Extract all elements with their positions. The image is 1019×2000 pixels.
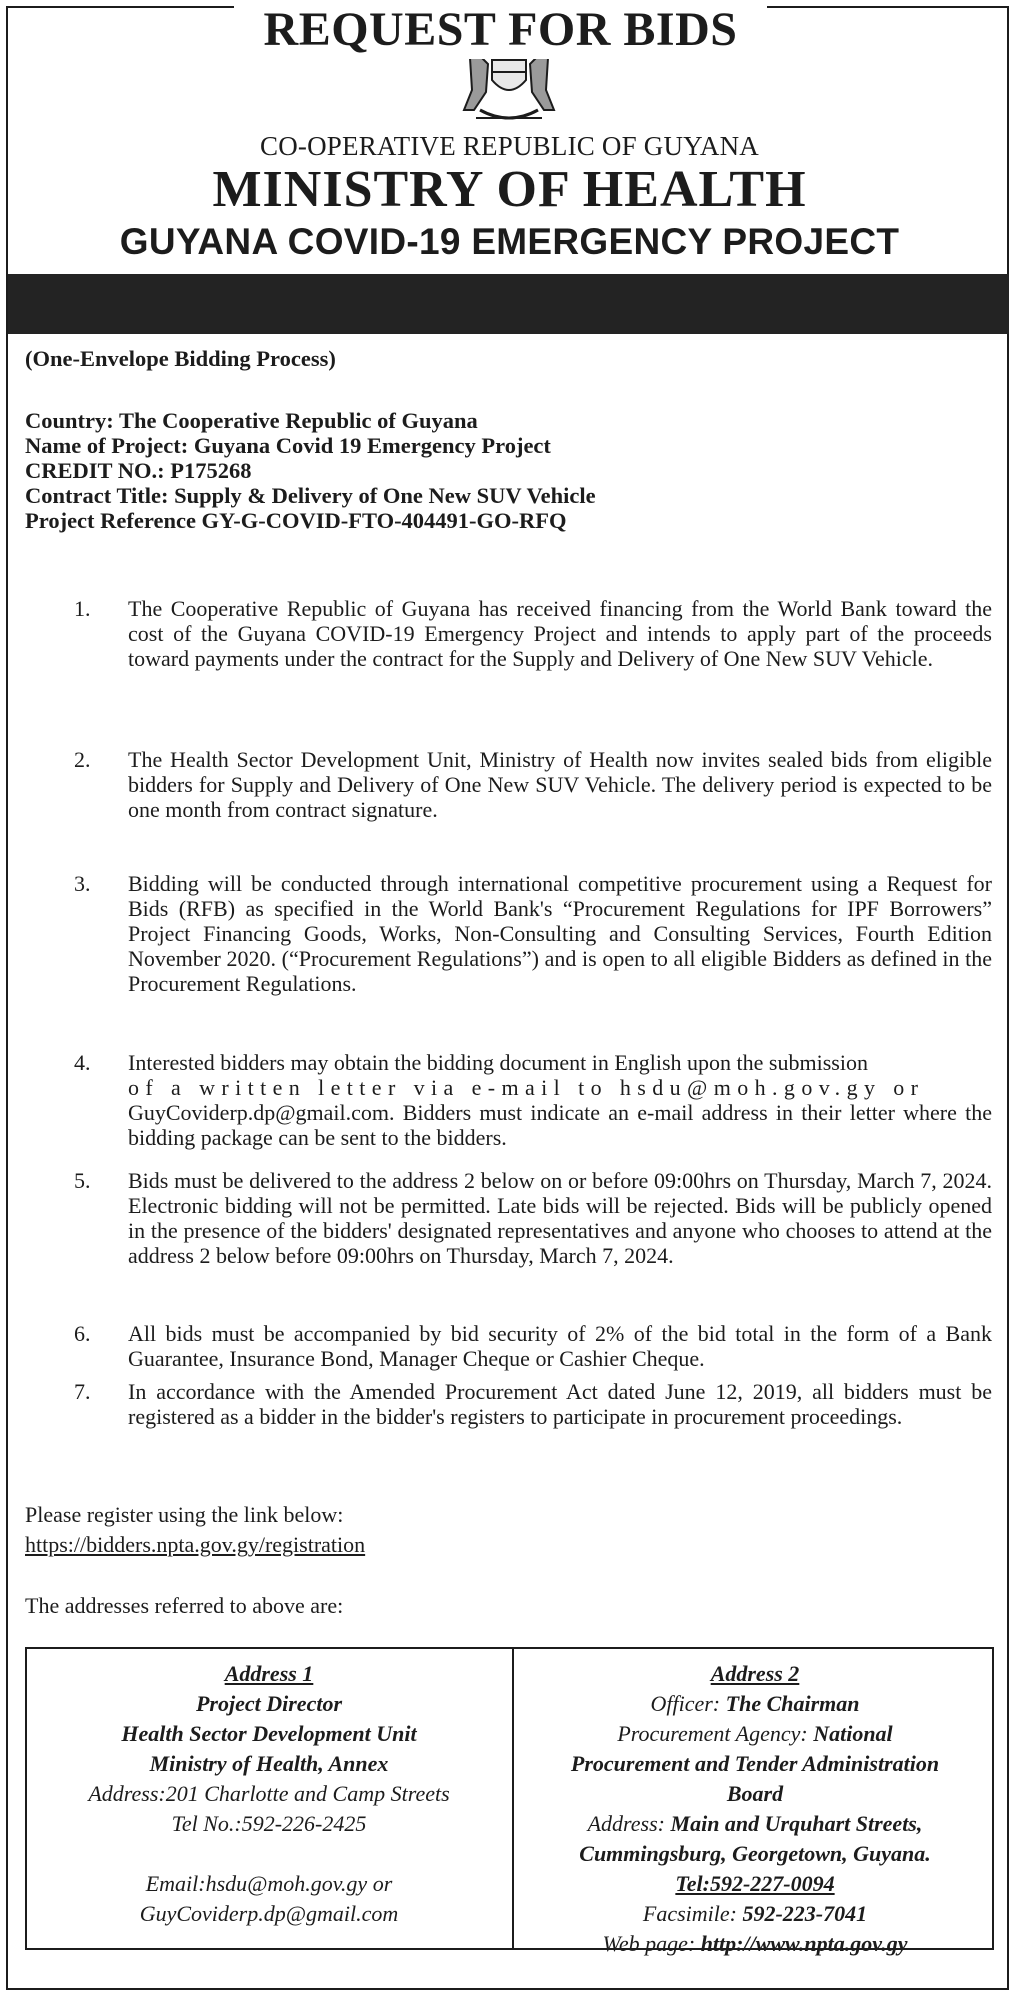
- paragraph: [74, 1168, 992, 1268]
- paragraph: [74, 596, 992, 671]
- web-label: Web page:: [602, 1931, 701, 1956]
- fax-value: 592-223-7041: [742, 1901, 868, 1926]
- paragraph-text: Bidding will be conducted through international competitive procurement using a Request for Bids (RFB) as specified in the World Bank's “Procurement Regulations for IPF Borrowers” Project Financing Goods, Works, Non-Consulting and Consulting Services, Fourth Edition November 2020. (“Procurement Regulations”) and is open to all eligible Bidders as defined in the Procurement Regulations.: [128, 871, 992, 996]
- paragraph-text: The Cooperative Republic of Guyana has received financing from the World Bank toward the cost of the Guyana COVID-19 Emergency Project and intends to apply part of the proceeds toward payments under the contract for the Supply and Delivery of One New SUV Vehicle.: [128, 596, 992, 671]
- paragraph-number: 7.: [74, 1379, 91, 1404]
- paragraph-text: In accordance with the Amended Procurement Act dated June 12, 2019, all bidders must be registered as a bidder in the bidder's registers to participate in procurement proceedings.: [128, 1379, 992, 1429]
- paragraph-line: GuyCoviderp.dp@gmail.com. Bidders must indicate an e-mail address in their letter where the bidding package can be sent to the bidders.: [128, 1100, 992, 1150]
- country-heading: CO-OPERATIVE REPUBLIC OF GUYANA: [260, 131, 759, 161]
- paragraph-number: 6.: [74, 1321, 91, 1346]
- paragraph-number: 4.: [74, 1050, 91, 1075]
- web-link[interactable]: http://www.npta.gov.gy: [700, 1931, 908, 1956]
- address-2-agency: [519, 1719, 991, 1749]
- address-2-fax: [519, 1899, 991, 1929]
- meta-contract-title: Contract Title: Supply & Delivery of One New SUV Vehicle: [25, 483, 596, 508]
- address-2-tel: Tel:592-227-0094: [675, 1871, 835, 1896]
- address-1: [33, 1659, 505, 1929]
- address-1-title: Project Director: [195, 1691, 343, 1716]
- paragraph-text: The Health Sector Development Unit, Ministry of Health now invites sealed bids from eligible bidders for Supply and Delivery of One New SUV Vehicle. The delivery period is expected to be one month from contract signature.: [128, 747, 992, 822]
- address-2-street: [519, 1809, 991, 1839]
- register-prompt: Please register using the link below:: [25, 1502, 344, 1527]
- paragraph: [74, 1379, 992, 1429]
- project-heading: GUYANA COVID-19 EMERGENCY PROJECT: [119, 221, 900, 262]
- paragraph: [74, 747, 992, 822]
- paragraph: [74, 871, 992, 996]
- address-1-street: Address:201 Charlotte and Camp Streets: [88, 1781, 450, 1806]
- paragraph-text: All bids must be accompanied by bid security of 2% of the bid total in the form of a Bank Guarantee, Insurance Bond, Manager Cheque or Cashier Cheque.: [128, 1321, 992, 1371]
- paragraph-number: 3.: [74, 871, 91, 896]
- fax-label: Facsimile:: [642, 1901, 743, 1926]
- agency-label: Procurement Agency:: [617, 1721, 814, 1746]
- address-label: Address:: [587, 1811, 671, 1836]
- addresses-intro: The addresses referred to above are:: [25, 1593, 344, 1618]
- address-2-officer: [519, 1689, 991, 1719]
- address-1-ministry: Ministry of Health, Annex: [149, 1751, 389, 1776]
- page-title: REQUEST FOR BIDS: [234, 1, 768, 59]
- paragraph-number: 5.: [74, 1168, 91, 1193]
- paragraph-text: [128, 1050, 992, 1150]
- address-2-city: Cummingsburg, Georgetown, Guyana.: [579, 1841, 931, 1866]
- meta-project-reference: Project Reference GY-G-COVID-FTO-404491-GO-RFQ: [25, 508, 567, 533]
- officer-label: Officer:: [650, 1691, 726, 1716]
- paragraph: [74, 1050, 992, 1150]
- meta-country: Country: The Cooperative Republic of Guyana: [25, 408, 478, 433]
- paragraph: [74, 1321, 992, 1371]
- address-1-email: Email:hsdu@moh.gov.gy or: [145, 1871, 393, 1896]
- address-2-agency-line3: Board: [726, 1781, 784, 1806]
- meta-credit-no: CREDIT NO.: P175268: [25, 458, 252, 483]
- meta-project-name: Name of Project: Guyana Covid 19 Emergency Project: [25, 433, 551, 458]
- officer-value: The Chairman: [725, 1691, 860, 1716]
- paragraph-line: Interested bidders may obtain the bidding document in English upon the submission: [128, 1050, 868, 1075]
- address-2-agency-line2: Procurement and Tender Administration: [570, 1751, 940, 1776]
- paragraph-line: of a written letter via e-mail to hsdu@moh.gov.gy or: [128, 1075, 925, 1100]
- ministry-heading: MINISTRY OF HEALTH: [212, 161, 807, 218]
- address-2-heading: Address 2: [710, 1661, 800, 1686]
- address-1-email-alt: GuyCoviderp.dp@gmail.com: [139, 1901, 399, 1926]
- address-value: Main and Urquhart Streets,: [670, 1811, 923, 1836]
- address-1-tel: Tel No.:592-226-2425: [171, 1811, 367, 1836]
- paragraph-number: 2.: [74, 747, 91, 772]
- address-1-unit: Health Sector Development Unit: [121, 1721, 417, 1746]
- title-banner: [8, 274, 1009, 334]
- paragraph-text: Bids must be delivered to the address 2 below on or before 09:00hrs on Thursday, March 7, 2024. Electronic bidding will not be permitted. Late bids will be rejected. Bids will be publicly opened in the presence of the bidders' designated representatives and anyone who chooses to attend at the address 2 below before 09:00hrs on Thursday, March 7, 2024.: [128, 1168, 992, 1268]
- address-2: [519, 1659, 991, 1959]
- bidding-process: (One-Envelope Bidding Process): [25, 346, 336, 371]
- address-table: [25, 1647, 994, 1956]
- title-banner-label: [0, 0, 1001, 60]
- address-divider: [512, 1649, 514, 1948]
- address-1-heading: Address 1: [224, 1661, 314, 1686]
- agency-value: National: [813, 1721, 893, 1746]
- address-2-web: [519, 1929, 991, 1959]
- paragraph-number: 1.: [74, 596, 91, 621]
- registration-link[interactable]: https://bidders.npta.gov.gy/registration: [25, 1532, 366, 1557]
